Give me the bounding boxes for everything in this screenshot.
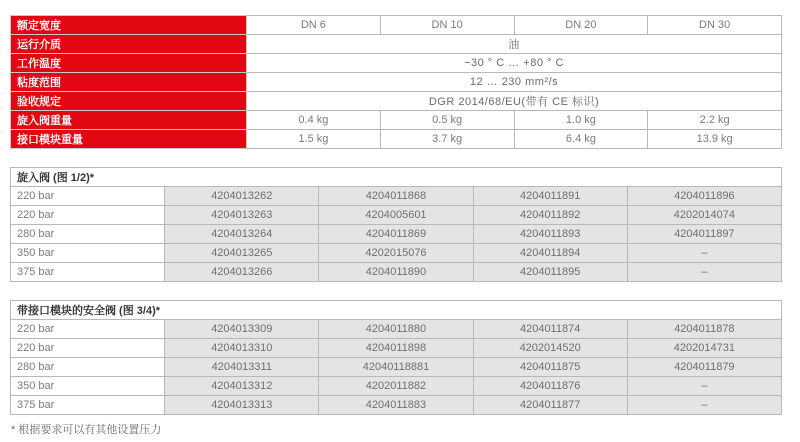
spec-value: 油 [247, 35, 782, 54]
part-number: – [627, 396, 781, 415]
part-number: 4202014074 [627, 206, 781, 225]
spec-value: 13.9 kg [648, 130, 782, 149]
part-number: 4204011876 [473, 377, 627, 396]
table-row [11, 358, 782, 377]
part-number: 4204013312 [165, 377, 319, 396]
spec-value: DGR 2014/68/EU(带有 CE 标识) [247, 92, 782, 111]
table-row [11, 244, 782, 263]
spec-value: DN 20 [514, 16, 648, 35]
table-row [11, 263, 782, 282]
pressure-label: 375 bar [11, 396, 165, 415]
part-number: 4202015076 [319, 244, 473, 263]
spec-row [11, 54, 782, 73]
part-number: 4204011883 [319, 396, 473, 415]
spec-row [11, 92, 782, 111]
part-number: 4204011897 [627, 225, 781, 244]
spec-label: 接口模块重量 [11, 130, 247, 149]
part-number: 4204005601 [319, 206, 473, 225]
pressure-label: 280 bar [11, 358, 165, 377]
part-number: 4204011875 [473, 358, 627, 377]
spec-value: 1.0 kg [514, 111, 648, 130]
part-number: 4204013309 [165, 320, 319, 339]
part-number: 4202014520 [473, 339, 627, 358]
part-number: 4204013262 [165, 187, 319, 206]
spec-value: DN 10 [380, 16, 514, 35]
pressure-label: 220 bar [11, 187, 165, 206]
table-row [11, 396, 782, 415]
pressure-label: 350 bar [11, 377, 165, 396]
part-number: 4204013266 [165, 263, 319, 282]
spec-row [11, 111, 782, 130]
spec-label: 额定宽度 [11, 16, 247, 35]
part-number: 4204011880 [319, 320, 473, 339]
part-number: 4204013265 [165, 244, 319, 263]
part-number: – [627, 263, 781, 282]
spec-row [11, 73, 782, 92]
pressure-label: 220 bar [11, 339, 165, 358]
part-number: 4204011891 [473, 187, 627, 206]
spec-value: 12 … 230 mm²/s [247, 73, 782, 92]
part-number: – [627, 244, 781, 263]
section-header-row [11, 168, 782, 187]
part-number: 4204011877 [473, 396, 627, 415]
part-number: 4204013310 [165, 339, 319, 358]
part-number: 4204013264 [165, 225, 319, 244]
table-row [11, 320, 782, 339]
part-number: 4204011878 [627, 320, 781, 339]
module-valves-table [10, 300, 782, 415]
spec-label: 粘度范围 [11, 73, 247, 92]
part-number: 4204013313 [165, 396, 319, 415]
spec-label: 旋入阀重量 [11, 111, 247, 130]
table-row [11, 206, 782, 225]
spec-value: 0.5 kg [380, 111, 514, 130]
part-number: 4204013311 [165, 358, 319, 377]
part-number: 42040118881 [319, 358, 473, 377]
pressure-label: 280 bar [11, 225, 165, 244]
part-number: 4204011898 [319, 339, 473, 358]
part-number: 4204011869 [319, 225, 473, 244]
part-number: 4204011896 [627, 187, 781, 206]
part-number: 4204011868 [319, 187, 473, 206]
pressure-label: 350 bar [11, 244, 165, 263]
part-number: 4204011893 [473, 225, 627, 244]
spec-value: 1.5 kg [247, 130, 381, 149]
part-number: 4204011890 [319, 263, 473, 282]
spec-label: 验收规定 [11, 92, 247, 111]
spec-value: 0.4 kg [247, 111, 381, 130]
table-row [11, 377, 782, 396]
spec-label: 工作温度 [11, 54, 247, 73]
screw-in-valves-table [10, 167, 782, 282]
section-title: 带接口模块的安全阀 (图 3/4)* [11, 301, 782, 320]
spec-row [11, 35, 782, 54]
spec-value: 2.2 kg [648, 111, 782, 130]
part-number: 4202014731 [627, 339, 781, 358]
part-number: 4204011895 [473, 263, 627, 282]
footnote: * 根据要求可以有其他设置压力 [11, 424, 162, 436]
table-row [11, 225, 782, 244]
part-number: – [627, 377, 781, 396]
part-number: 4204011874 [473, 320, 627, 339]
part-number: 4204011892 [473, 206, 627, 225]
section-title: 旋入阀 (图 1/2)* [11, 168, 782, 187]
table-row [11, 339, 782, 358]
spec-value: 3.7 kg [380, 130, 514, 149]
spec-value: DN 6 [247, 16, 381, 35]
table-row [11, 187, 782, 206]
part-number: 4204011879 [627, 358, 781, 377]
part-number: 4204011894 [473, 244, 627, 263]
spec-value: −30 ° C … +80 ° C [247, 54, 782, 73]
pressure-label: 220 bar [11, 206, 165, 225]
spec-table [10, 15, 782, 149]
pressure-label: 375 bar [11, 263, 165, 282]
pressure-label: 220 bar [11, 320, 165, 339]
part-number: 4202011882 [319, 377, 473, 396]
spec-row [11, 16, 782, 35]
spec-value: DN 30 [648, 16, 782, 35]
section-header-row [11, 301, 782, 320]
spec-row [11, 130, 782, 149]
spec-label: 运行介质 [11, 35, 247, 54]
part-number: 4204013263 [165, 206, 319, 225]
spec-value: 6.4 kg [514, 130, 648, 149]
